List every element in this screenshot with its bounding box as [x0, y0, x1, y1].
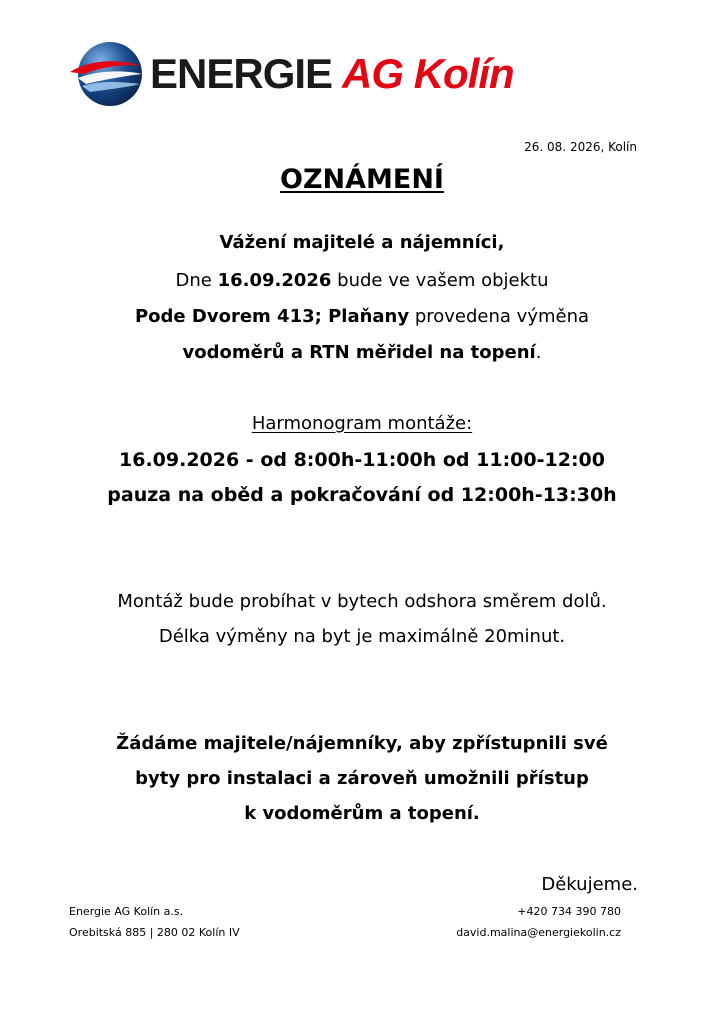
- company-logo: [68, 40, 568, 108]
- company-wordmark: [150, 46, 514, 111]
- intro-text: bude ve vašem objektu: [331, 270, 549, 291]
- info-line-2: Délka výměny na byt je maximálně 20minut.: [158, 626, 566, 647]
- page-title: OZNÁMENÍ: [280, 164, 444, 195]
- intro-line-2: [0, 305, 724, 329]
- intro-text: Dne: [175, 270, 218, 291]
- schedule-line-1: 16.09.2026 - od 8:00h-11:00h od 11:00-12:00: [119, 449, 605, 471]
- request-line-2: byty pro instalaci a zároveň umožnili přístup: [135, 768, 589, 789]
- intro-date: 16.09.2026: [217, 270, 332, 291]
- thanks-text: Děkujeme.: [541, 874, 638, 895]
- info-line-1: Montáž bude probíhat v bytech odshora směrem dolů.: [117, 591, 607, 612]
- footer-email: david.malina@energiekolin.cz: [456, 926, 621, 939]
- intro-subject: vodoměrů a RTN měřidel na topení: [182, 342, 536, 363]
- wordmark-ag-kolin: AG Kolín: [342, 50, 514, 97]
- wordmark-energie: ENERGIE: [150, 50, 333, 97]
- intro-address: Pode Dvorem 413; Plaňany: [134, 306, 410, 327]
- schedule-line-2: pauza na oběd a pokračování od 12:00h-13:30h: [107, 484, 617, 506]
- footer-phone: +420 734 390 780: [517, 905, 621, 918]
- intro-text: provedena výměna: [409, 306, 590, 327]
- request-line-3: k vodoměrům a topení.: [244, 803, 480, 824]
- globe-logo-icon: [68, 40, 144, 108]
- schedule-heading-text: Harmonogram montáže:: [251, 413, 473, 434]
- intro-text: .: [535, 342, 542, 363]
- footer-address: Orebitská 885 | 280 02 Kolín IV: [69, 926, 240, 939]
- document-date: 26. 08. 2026, Kolín: [524, 140, 637, 154]
- request-line-1: Žádáme majitele/nájemníky, aby zpřístupnili své: [116, 733, 608, 754]
- footer-company: Energie AG Kolín a.s.: [69, 905, 184, 918]
- greeting: Vážení majitelé a nájemníci,: [219, 232, 505, 253]
- schedule-heading: [0, 412, 724, 436]
- intro-line-1: [0, 269, 724, 293]
- intro-line-3: [0, 341, 724, 365]
